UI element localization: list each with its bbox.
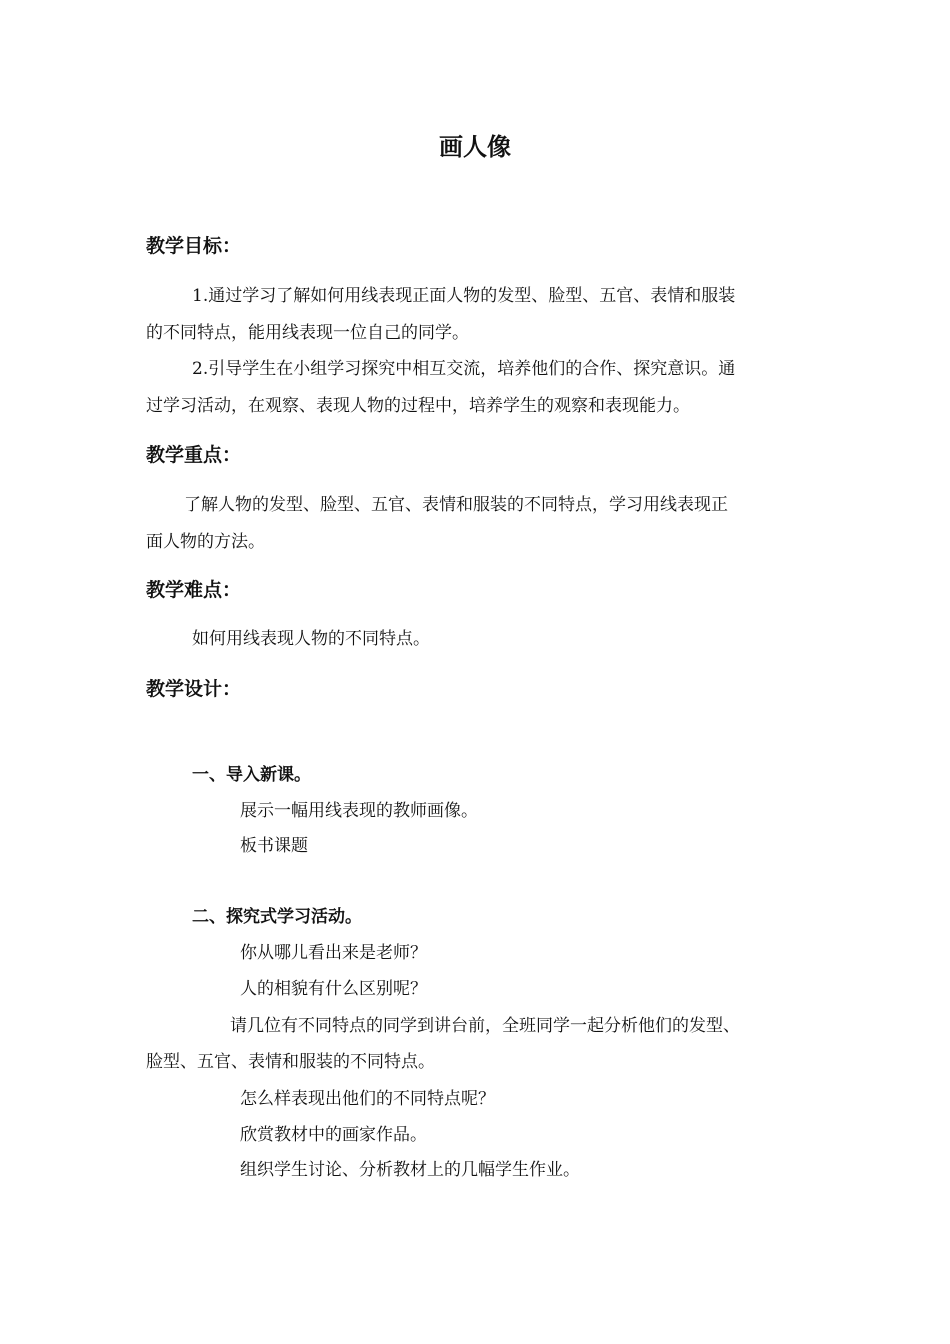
part-2-step-2: 组织学生讨论、分析教材上的几幅学生作业。	[240, 1160, 580, 1180]
objective-1-line-2: 的不同特点，能用线表现一位自己的同学。	[146, 323, 469, 343]
objective-1-line-1: 1.通过学习了解如何用线表现正面人物的发型、脸型、五官、表情和服装	[192, 286, 736, 306]
key-points-heading: 教学重点：	[146, 444, 242, 466]
part-2-question-2: 人的相貌有什么区别呢？	[240, 979, 427, 999]
part-1-line-2: 板书课题	[240, 836, 308, 856]
part-2-title: 二、探究式学习活动。	[192, 907, 362, 927]
part-2-question-1: 你从哪儿看出来是老师？	[240, 943, 427, 963]
objective-2-line-1: 2.引导学生在小组学习探究中相互交流，培养他们的合作、探究意识。通	[192, 359, 736, 379]
design-heading: 教学设计：	[146, 678, 242, 700]
key-points-line-2: 面人物的方法。	[146, 532, 265, 552]
part-2-question-3: 怎么样表现出他们的不同特点呢？	[240, 1089, 495, 1109]
difficulties-heading: 教学难点：	[146, 579, 242, 601]
part-1-line-1: 展示一幅用线表现的教师画像。	[240, 801, 478, 821]
page-title: 画人像	[439, 132, 511, 161]
objectives-heading: 教学目标：	[146, 235, 242, 257]
key-points-line-1: 了解人物的发型、脸型、五官、表情和服装的不同特点，学习用线表现正	[184, 495, 728, 515]
part-2-paragraph-line-1: 请几位有不同特点的同学到讲台前，全班同学一起分析他们的发型、	[230, 1016, 740, 1036]
part-1-title: 一、导入新课。	[192, 765, 311, 785]
difficulties-line-1: 如何用线表现人物的不同特点。	[192, 629, 430, 649]
objective-2-line-2: 过学习活动，在观察、表现人物的过程中，培养学生的观察和表现能力。	[146, 396, 690, 416]
part-2-paragraph-line-2: 脸型、五官、表情和服装的不同特点。	[146, 1052, 435, 1072]
part-2-step-1: 欣赏教材中的画家作品。	[240, 1125, 427, 1145]
